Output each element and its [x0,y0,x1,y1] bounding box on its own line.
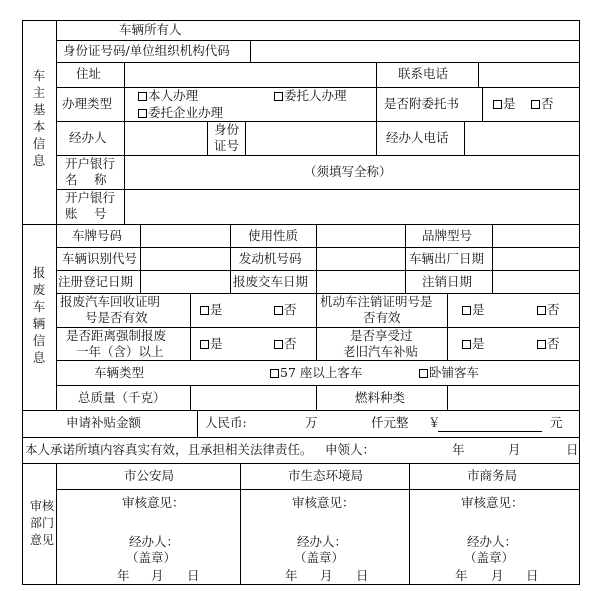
option-type-bus[interactable] [270,366,362,380]
checkbox[interactable] [138,109,147,118]
label-agent-phone: 经办人电话 [386,130,449,145]
label-one-year-2: 一年（含）以上 [76,344,164,359]
col-line [250,40,251,62]
label-recycle-cert-2: 号是否有效 [85,310,148,325]
option-company-handle[interactable] [138,106,223,120]
label-engine: 发动机号码 [239,251,302,266]
col-line [316,224,317,293]
promise-text: 本人承诺所填内容真实有效，且承担相关法律责任。 [25,442,313,457]
option-label: 是 [503,96,516,111]
review-agent-police: 经办人： [129,534,180,549]
col-line [124,62,125,122]
option-cancel-no[interactable] [537,303,560,317]
option-letter-no[interactable] [531,97,554,111]
checkbox[interactable] [200,306,209,315]
col-line [197,410,198,437]
border-left [22,20,23,585]
label-subsidy-amount: 申请补贴金额 [66,415,142,430]
label-wan: 万 [305,415,318,430]
option-type-sleeper[interactable] [419,366,479,380]
option-label: 本人办理 [148,88,199,103]
row-line [56,121,580,122]
col-line [316,293,317,360]
option-enjoyed-no[interactable] [537,337,560,351]
label-enjoyed-2: 老旧汽车补贴 [343,344,419,359]
review-seal-commerce: （盖章） [464,550,515,565]
col-line [482,87,483,121]
col-line [316,385,317,410]
label-reg-date: 注册登记日期 [58,274,134,289]
option-label: 否 [541,96,554,111]
label-address: 住址 [76,66,102,81]
col-line [140,224,141,293]
label-mass: 总质量（千克） [78,390,166,405]
review-year-commerce: 年 [455,568,468,583]
option-label: 否 [547,336,560,351]
col-line [447,293,448,360]
option-letter-yes[interactable] [493,97,516,111]
label-rmb: 人民币: [205,415,247,430]
label-bank-name-1: 开户银行 [65,156,116,171]
option-label: 是 [210,302,223,317]
option-label: 是 [210,336,223,351]
review-day-environment: 日 [356,568,369,583]
checkbox[interactable] [200,340,209,349]
checkbox[interactable] [274,92,283,101]
label-usage: 使用性质 [248,228,299,243]
row-line [56,189,580,190]
option-label: 委托企业办理 [148,105,224,120]
label-id-no: 身份证号码/单位组织机构代码 [63,43,230,58]
label-contact-phone: 联系电话 [398,66,449,81]
review-seal-police: （盖章） [126,550,177,565]
row-line [22,463,580,464]
checkbox[interactable] [537,306,546,315]
label-fuel: 燃料种类 [355,390,406,405]
bank-name-hint: （须填写全称） [304,164,392,179]
option-label: 是 [472,336,485,351]
review-month-police: 月 [151,568,164,583]
col-line [56,20,57,410]
option-proxy-handle[interactable] [274,89,347,103]
review-day-commerce: 日 [526,568,539,583]
col-line [409,463,410,585]
row-line [56,40,580,41]
checkbox[interactable] [274,340,283,349]
border-bottom [22,584,580,585]
checkbox[interactable] [493,100,502,109]
checkbox[interactable] [462,340,471,349]
promise-day: 日 [566,442,579,457]
row-line [56,62,580,63]
label-yuan: 元 [550,415,563,430]
col-line [478,62,479,87]
label-agent: 经办人 [69,130,107,145]
label-bank-acct-2: 账 号 [65,206,107,221]
amount-underline [438,431,542,432]
option-label: 委托人办理 [284,88,347,103]
review-section-title [29,498,55,549]
option-label: 否 [547,302,560,317]
label-claimant: 申领人： [325,442,376,457]
dept-environment: 市生态环境局 [288,468,364,483]
col-line [245,121,246,155]
checkbox[interactable] [138,92,147,101]
row-line [22,437,580,438]
review-opinion-commerce: 审核意见： [461,495,524,510]
promise-year: 年 [452,442,465,457]
label-model: 品牌型号 [422,228,473,243]
owner-section-title: 车主基本信息 [32,68,46,168]
label-recycle-cert-1: 报废汽车回收证明 [60,294,161,309]
review-title-text: 审核部门意见 [29,499,54,547]
col-line [376,62,377,122]
row-line [56,385,580,386]
col-line [447,385,448,410]
dept-police: 市公安局 [124,468,175,483]
label-owner: 车辆所有人 [119,22,182,37]
label-yen: ￥ [428,415,441,430]
label-vin: 车辆识别代号 [62,251,138,266]
label-agent-id-1: 身份 [214,122,240,137]
option-label: 卧铺客车 [429,365,480,380]
col-line [207,121,208,155]
option-one-year-no[interactable] [274,337,297,351]
dept-commerce: 市商务局 [467,468,518,483]
col-line [56,463,57,585]
label-bank-name-2: 名 称 [65,172,107,187]
review-opinion-police: 审核意见： [122,495,185,510]
review-year-police: 年 [117,568,130,583]
label-factory-date: 车辆出厂日期 [409,251,485,266]
col-line [190,385,191,410]
label-has-letter: 是否附委托书 [384,96,460,111]
row-line [56,489,580,490]
review-agent-commerce: 经办人： [467,534,518,549]
option-recycle-no[interactable] [274,303,297,317]
review-opinion-environment: 审核意见： [292,495,355,510]
option-recycle-yes[interactable] [200,303,223,317]
label-scrap-date: 报废交车日期 [233,274,309,289]
promise-month: 月 [508,442,521,457]
border-top [22,20,580,21]
border-right [579,20,580,585]
label-plate: 车牌号码 [72,228,123,243]
review-year-environment: 年 [285,568,298,583]
option-self-handle[interactable] [138,89,198,103]
option-label: 否 [284,336,297,351]
option-cancel-yes[interactable] [462,303,485,317]
row-line [56,155,580,156]
checkbox[interactable] [270,369,279,378]
col-line [405,224,406,293]
option-label: 是 [472,302,485,317]
col-line [230,224,231,293]
option-label: 57 座以上客车 [280,365,363,380]
review-day-police: 日 [187,568,200,583]
label-agent-id-2: 证号 [214,138,240,153]
col-line [190,293,191,360]
label-handle-type: 办理类型 [62,96,113,111]
section-divider [22,224,580,225]
label-cancel-date: 注销日期 [422,274,473,289]
review-month-commerce: 月 [491,568,504,583]
label-qian: 仟元整 [371,415,409,430]
section-divider [22,410,580,411]
checkbox[interactable] [462,306,471,315]
label-enjoyed-1: 是否享受过 [350,328,413,343]
review-month-environment: 月 [320,568,333,583]
row-line [56,360,580,361]
label-one-year-1: 是否距离强制报废 [66,328,167,343]
review-seal-environment: （盖章） [294,550,345,565]
checkbox[interactable] [419,369,428,378]
label-cancel-cert-2: 否有效 [363,310,401,325]
row-line [56,247,580,248]
row-line [56,270,580,271]
vehicle-section-title: 报废车辆信息 [32,265,46,365]
checkbox[interactable] [531,100,540,109]
option-label: 否 [284,302,297,317]
option-one-year-yes[interactable] [200,337,223,351]
review-agent-environment: 经办人： [297,534,348,549]
col-line [376,121,377,155]
col-line [124,121,125,224]
label-vehicle-type: 车辆类型 [94,365,145,380]
label-cancel-cert-1: 机动车注销证明号是 [320,294,433,309]
col-line [464,121,465,155]
col-line [240,463,241,585]
col-line [492,224,493,293]
label-bank-acct-1: 开户银行 [65,190,116,205]
option-enjoyed-yes[interactable] [462,337,485,351]
checkbox[interactable] [537,340,546,349]
checkbox[interactable] [274,306,283,315]
